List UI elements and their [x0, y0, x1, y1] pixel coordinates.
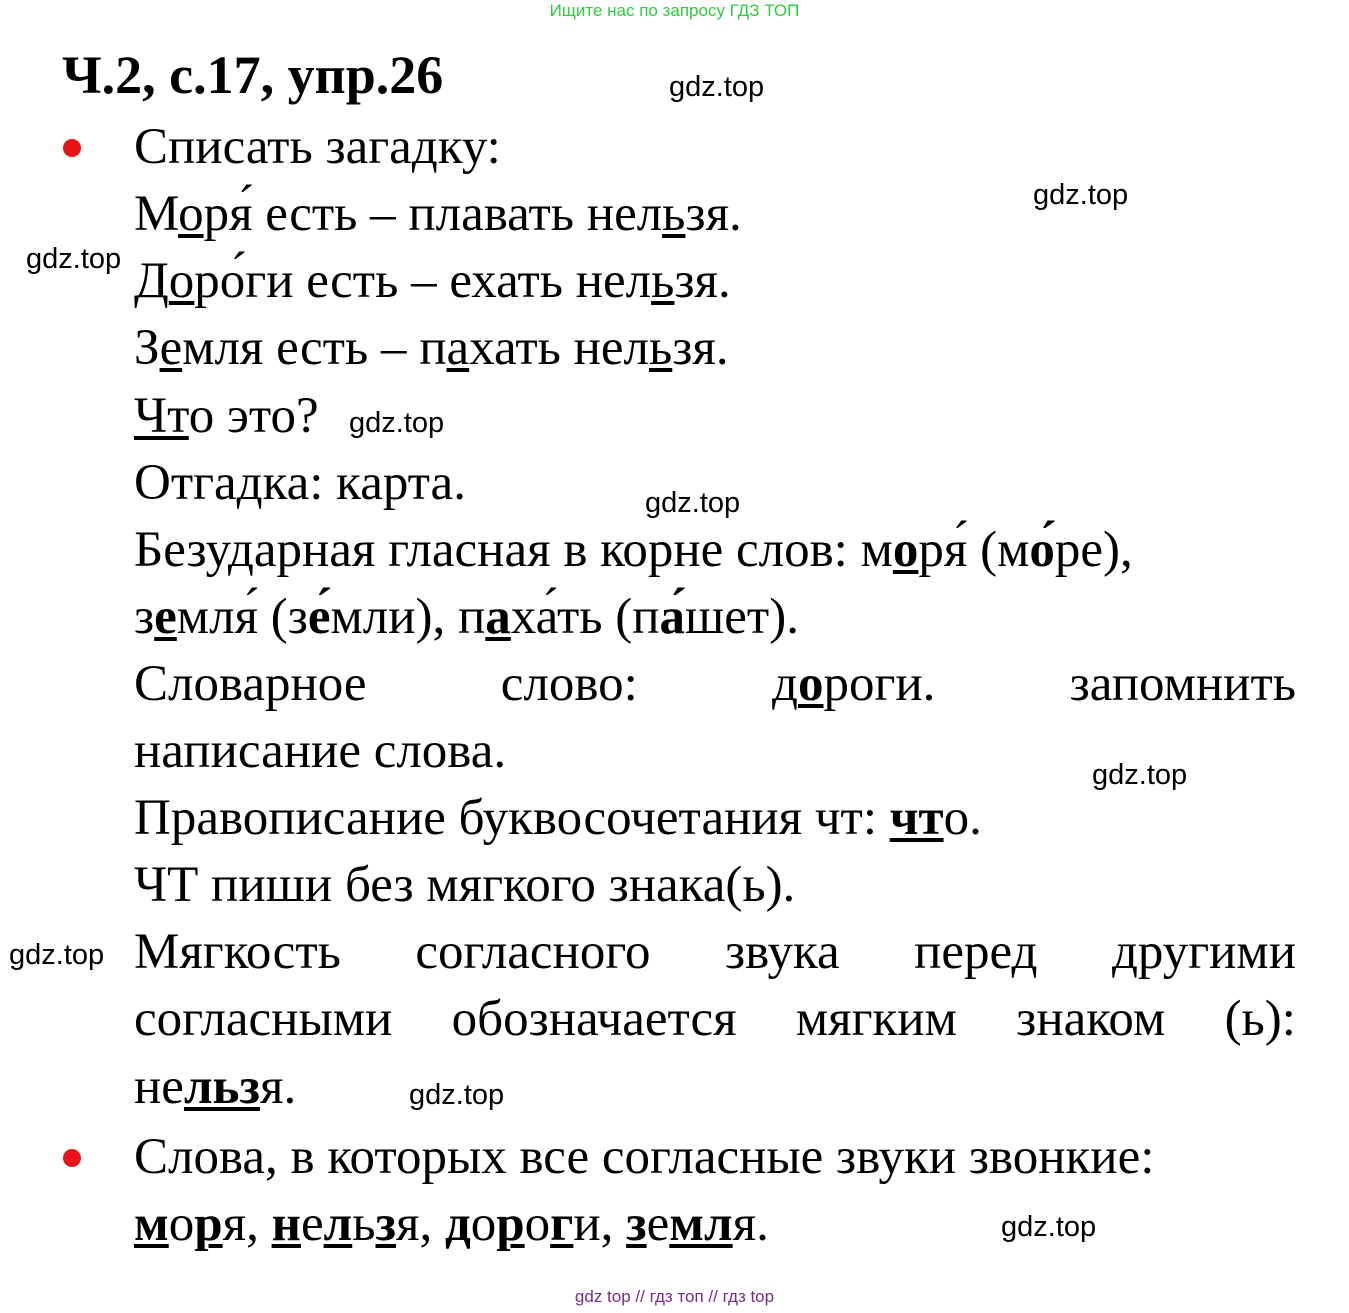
riddle-answer: Отгадка: карта. — [134, 455, 466, 511]
watermark: gdz.top — [645, 487, 741, 519]
watermark: gdz.top — [26, 243, 122, 275]
riddle-line-3: Земля есть – пахать нельзя. — [134, 320, 729, 376]
watermark: gdz.top — [669, 71, 765, 103]
riddle-line-1: Моря́ есть – плавать нельзя. — [134, 186, 742, 242]
voiced-consonants-words: моря, нельзя, дороги, земля. — [134, 1196, 769, 1252]
page-title: Ч.2, с.17, упр.26 — [62, 45, 444, 105]
watermark: gdz.top — [349, 407, 445, 439]
watermark: gdz.top — [1001, 1211, 1097, 1243]
watermark: gdz.top — [1092, 759, 1188, 791]
riddle-question: Что это? — [134, 388, 319, 444]
soft-sign-rule-line-2: согласными обозначается мягким знаком (ь): — [134, 991, 1296, 1047]
watermark: gdz.top — [1033, 179, 1129, 211]
soft-sign-rule-line: Мягкость согласного звука перед другими — [134, 924, 1296, 980]
riddle-line-2: Доро́ги есть – ехать нельзя. — [134, 253, 731, 309]
soft-sign-example: нельзя. — [134, 1059, 297, 1115]
voiced-consonants-intro: Слова, в которых все согласные звуки звонкие: — [134, 1129, 1155, 1185]
watermark: gdz.top — [9, 939, 105, 971]
dictionary-word-line-2: написание слова. — [134, 723, 507, 779]
bullet-dot — [63, 1149, 81, 1167]
footer-links: gdz top // гдз топ // гдз top — [574, 1287, 775, 1306]
riddle-intro: Списать загадку: — [134, 119, 501, 175]
dictionary-word-line: Словарное слово: дороги. запомнить — [134, 656, 1296, 712]
top-banner: Ищите нас по запросу ГДЗ ТОП — [549, 1, 800, 20]
cht-rule-line: Правописание буквосочетания чт: что. — [134, 790, 982, 846]
watermark: gdz.top — [409, 1079, 505, 1111]
cht-rule-line-2: ЧТ пиши без мягкого знака(ь). — [134, 857, 796, 913]
bullet-dot — [63, 139, 81, 157]
unstressed-vowel-line: Безударная гласная в корне слов: моря́ (мо́ре), — [134, 522, 1133, 578]
unstressed-vowel-line-2: земля́ (зе́мли), паха́ть (па́шет). — [134, 589, 799, 645]
